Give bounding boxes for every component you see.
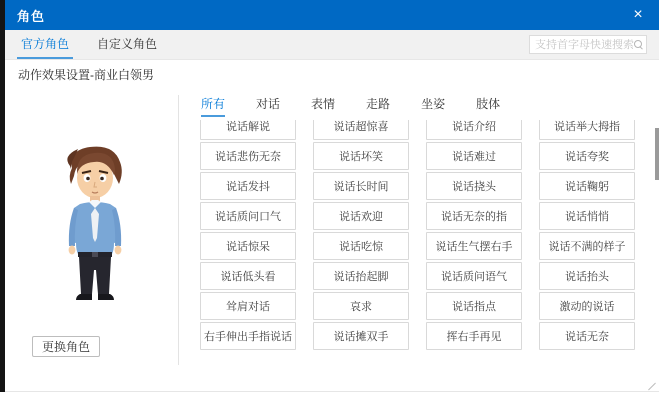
category-tabs (201, 95, 500, 117)
action-button[interactable]: 说话无奈 (539, 322, 635, 350)
character-illustration (23, 142, 163, 312)
action-button[interactable]: 说话质问口气 (200, 202, 296, 230)
action-button[interactable]: 说话坏笑 (313, 142, 409, 170)
action-button[interactable]: 说话摊双手 (313, 322, 409, 350)
action-button[interactable]: 说话抬起脚 (313, 262, 409, 290)
role-tab-0[interactable]: 官方角色 (17, 30, 73, 59)
action-settings-label: 动作效果设置-商业白领男 (18, 68, 154, 82)
action-button[interactable]: 说话解说 (200, 120, 296, 140)
business-man-image (34, 142, 152, 312)
action-button[interactable]: 说话不满的样子 (539, 232, 635, 260)
scrollbar-thumb[interactable] (655, 128, 659, 180)
action-button[interactable]: 说话介绍 (426, 120, 522, 140)
action-button[interactable]: 说话发抖 (200, 172, 296, 200)
action-button[interactable]: 说话挠头 (426, 172, 522, 200)
search-box[interactable] (529, 35, 647, 54)
action-button[interactable]: 说话夸奖 (539, 142, 635, 170)
action-button[interactable]: 说话无奈的指 (426, 202, 522, 230)
action-button[interactable]: 说话难过 (426, 142, 522, 170)
action-button[interactable]: 说话超惊喜 (313, 120, 409, 140)
search-icon (634, 40, 643, 49)
action-button[interactable]: 右手伸出手指说话 (200, 322, 296, 350)
action-button[interactable]: 挥右手再见 (426, 322, 522, 350)
category-tab-4[interactable]: 坐姿 (421, 97, 446, 111)
role-tab-1[interactable]: 自定义角色 (97, 37, 158, 51)
action-button[interactable]: 说话悲伤无奈 (200, 142, 296, 170)
character-dialog (5, 0, 659, 392)
panel-divider (178, 95, 179, 365)
category-tab-5[interactable]: 肢体 (476, 97, 501, 111)
role-tabs (17, 30, 181, 59)
action-button[interactable]: 说话欢迎 (313, 202, 409, 230)
action-button[interactable]: 说话鞠躬 (539, 172, 635, 200)
action-button[interactable]: 说话低头看 (200, 262, 296, 290)
action-button[interactable]: 说话惊呆 (200, 232, 296, 260)
close-icon[interactable]: × (633, 6, 643, 23)
action-button[interactable]: 说话抬头 (539, 262, 635, 290)
dialog-title: 角色 (17, 8, 46, 24)
change-role-button[interactable]: 更换角色 (32, 336, 100, 357)
action-button[interactable]: 说话指点 (426, 292, 522, 320)
category-tab-0[interactable]: 所有 (201, 95, 225, 117)
actions-grid (193, 120, 645, 350)
action-button[interactable]: 说话悄悄 (539, 202, 635, 230)
action-button[interactable]: 耸肩对话 (200, 292, 296, 320)
role-tabbar (5, 30, 659, 60)
category-tab-3[interactable]: 走路 (366, 97, 391, 111)
category-tab-2[interactable]: 表情 (311, 97, 336, 111)
search-input[interactable] (535, 39, 634, 51)
action-button[interactable]: 激动的说话 (539, 292, 635, 320)
action-button[interactable]: 说话质问语气 (426, 262, 522, 290)
action-button[interactable]: 说话举大拇指 (539, 120, 635, 140)
action-button[interactable]: 说话吃惊 (313, 232, 409, 260)
action-button[interactable]: 说话生气摆右手 (426, 232, 522, 260)
actions-scroll-area[interactable] (193, 120, 645, 360)
action-button[interactable]: 哀求 (313, 292, 409, 320)
resize-handle-icon[interactable] (647, 379, 657, 389)
category-tab-1[interactable]: 对话 (256, 97, 281, 111)
dialog-titlebar (5, 0, 659, 30)
action-button[interactable]: 说话长时间 (313, 172, 409, 200)
